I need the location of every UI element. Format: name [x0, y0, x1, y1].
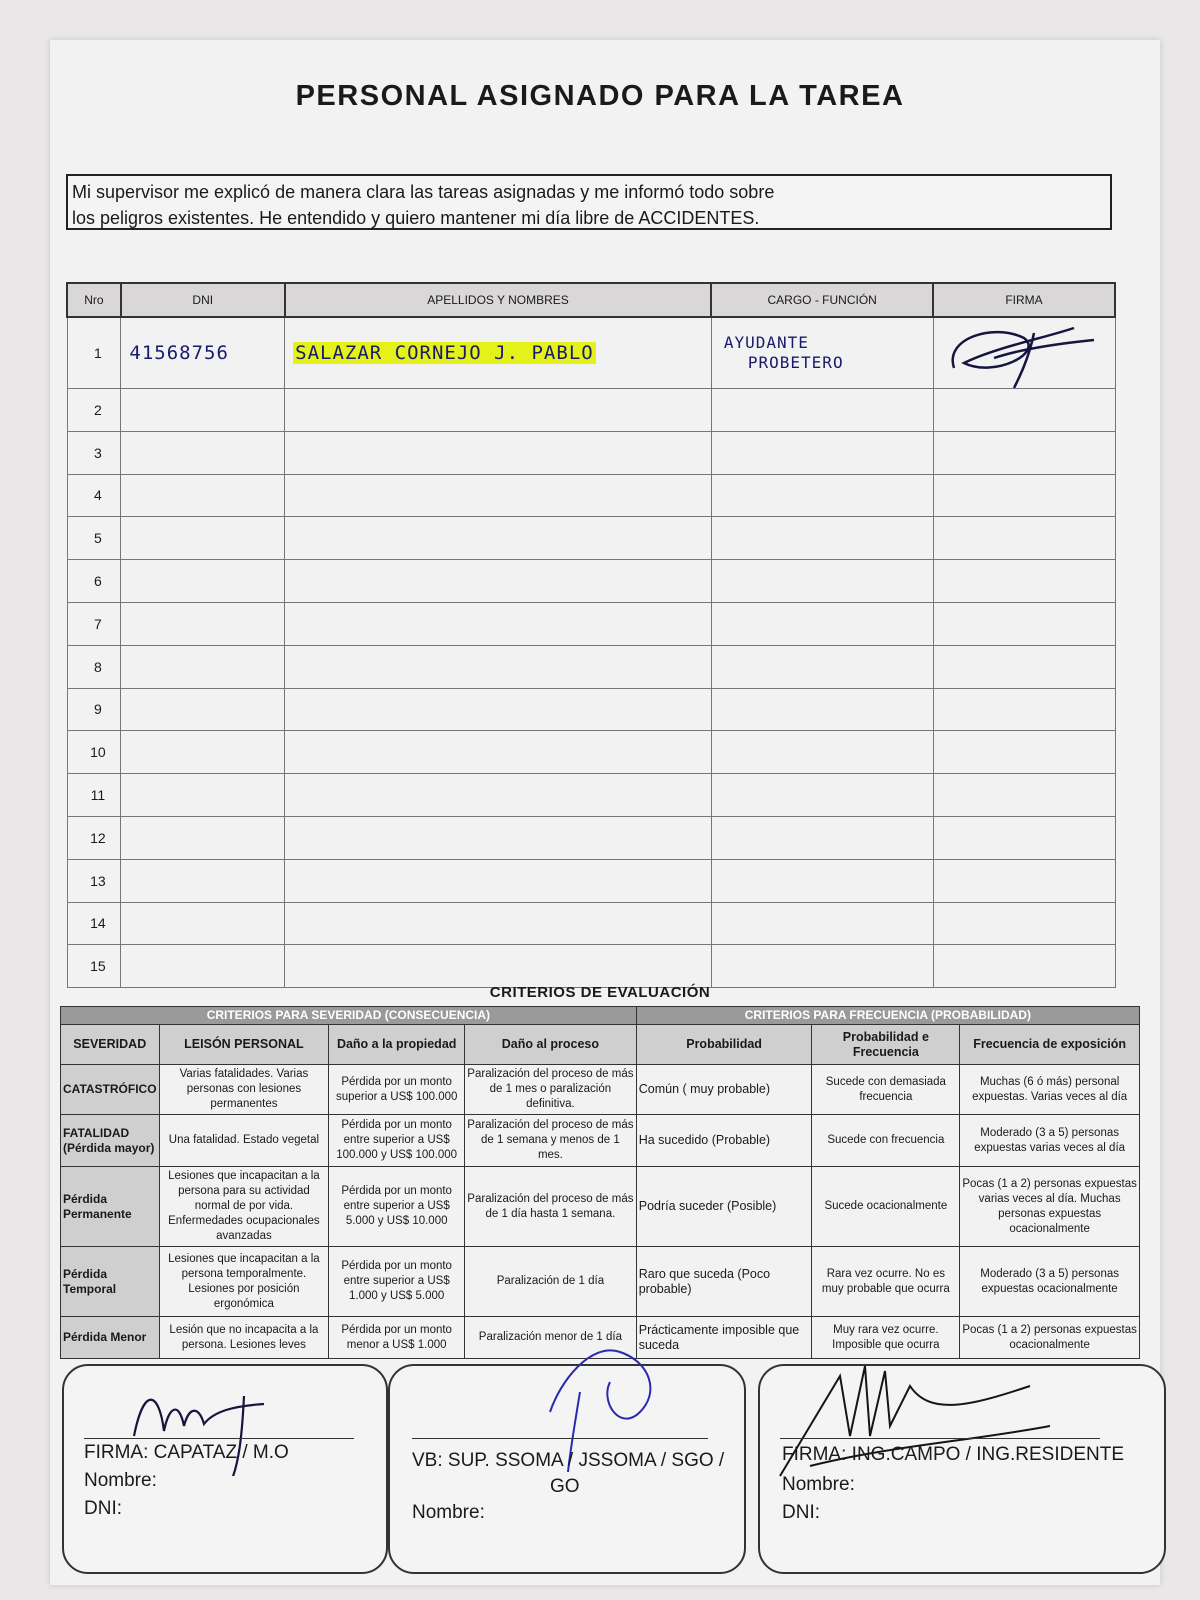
- row-number-text: 10: [90, 744, 106, 761]
- engineer-name-label: Nombre:: [782, 1474, 855, 1495]
- cargo-cell: [711, 688, 933, 731]
- firma-cell: [933, 688, 1115, 731]
- name-cell: [285, 902, 712, 945]
- severity-level: Pérdida Permanente: [61, 1167, 160, 1247]
- signature-line: [412, 1438, 708, 1439]
- firma-cell: [933, 774, 1115, 817]
- severity-level: FATALIDAD (Pérdida mayor): [61, 1115, 160, 1167]
- criteria-cell: Moderado (3 a 5) personas expuestas varias veces al día: [960, 1115, 1140, 1167]
- cargo-text: PROBETERO: [747, 353, 844, 372]
- dni-cell: [121, 645, 285, 688]
- criteria-cell: Pérdida por un monto menor a US$ 1.000: [329, 1317, 465, 1359]
- severity-level: Pérdida Menor: [61, 1317, 160, 1359]
- row-number: [67, 560, 121, 603]
- firma-cell: [933, 602, 1115, 645]
- header-cargo: CARGO - FUNCIÓN: [711, 283, 933, 317]
- criteria-row: [61, 1247, 1140, 1317]
- cargo-cell: [711, 602, 933, 645]
- cargo-cell: [711, 645, 933, 688]
- staff-row: [67, 902, 1115, 945]
- staff-row: [67, 317, 1115, 389]
- row-number: [67, 517, 121, 560]
- staff-table: [66, 282, 1116, 988]
- row-number: [67, 816, 121, 859]
- dni-cell: [121, 474, 285, 517]
- name-cell: [285, 688, 712, 731]
- ssoma-signature-box: [388, 1364, 746, 1574]
- criteria-cell: Una fatalidad. Estado vegetal: [159, 1115, 329, 1167]
- row-number: [67, 645, 121, 688]
- row-number-text: 11: [90, 787, 106, 804]
- name-cell: [285, 645, 712, 688]
- staff-row: [67, 389, 1115, 432]
- row-number-text: 13: [90, 872, 106, 889]
- row-number-text: 3: [94, 444, 102, 461]
- dni-cell: [121, 602, 285, 645]
- criteria-cell: Lesiones que incapacitan a la persona para su actividad normal de por vida. Enfermedades ocupacionales avanzadas: [159, 1167, 329, 1247]
- cargo-cell: [711, 731, 933, 774]
- criteria-cell: Paralización menor de 1 día: [465, 1317, 637, 1359]
- row-number-text: 15: [90, 958, 106, 975]
- foreman-title: FIRMA: CAPATAZ / M.O: [84, 1442, 289, 1463]
- row-number: [67, 731, 121, 774]
- criteria-cell: Paralización del proceso de más de 1 semana y menos de 1 mes.: [465, 1115, 637, 1167]
- dni-cell-text: 41568756: [129, 342, 229, 364]
- ssoma-title-line-2: GO: [550, 1476, 580, 1497]
- dni-cell: [121, 517, 285, 560]
- staff-row: [67, 602, 1115, 645]
- row-number-text: 12: [90, 829, 106, 846]
- cargo-cell: [711, 431, 933, 474]
- header-nro: Nro: [67, 283, 121, 317]
- firma-cell: [933, 389, 1115, 432]
- severity-level: CATASTRÓFICO: [61, 1065, 160, 1115]
- dni-cell: [121, 902, 285, 945]
- header-dni: DNI: [121, 283, 285, 317]
- engineer-dni-label: DNI:: [782, 1502, 820, 1523]
- criteria-header: Daño al proceso: [465, 1025, 637, 1065]
- row-number-text: 6: [94, 573, 102, 590]
- frequency-group-header: CRITERIOS PARA FRECUENCIA (PROBABILIDAD): [636, 1007, 1139, 1025]
- name-cell: [285, 431, 712, 474]
- dni-cell: [121, 774, 285, 817]
- criteria-header: Frecuencia de exposición: [960, 1025, 1140, 1065]
- criteria-cell: Paralización del proceso de más de 1 mes o paralización definitiva.: [465, 1065, 637, 1115]
- engineer-title: FIRMA: ING.CAMPO / ING.RESIDENTE: [782, 1444, 1125, 1465]
- name-cell: [285, 731, 712, 774]
- row-number-text: 14: [90, 915, 106, 932]
- name-cell: [285, 602, 712, 645]
- firma-cell: [933, 731, 1115, 774]
- criteria-cell: Pérdida por un monto superior a US$ 100.000: [329, 1065, 465, 1115]
- criteria-header: Probabilidad: [636, 1025, 812, 1065]
- cargo-cell: [711, 389, 933, 432]
- name-cell: [285, 389, 712, 432]
- row-number: [67, 774, 121, 817]
- name-cell: [285, 816, 712, 859]
- name-cell: [285, 317, 712, 389]
- row-number: [67, 902, 121, 945]
- criteria-row: [61, 1115, 1140, 1167]
- criteria-cell: Paralización del proceso de más de 1 día hasta 1 semana.: [465, 1167, 637, 1247]
- dni-cell: [121, 560, 285, 603]
- criteria-cell: Lesión que no incapacita a la persona. Lesiones leves: [159, 1317, 329, 1359]
- row-number-text: 4: [94, 487, 102, 504]
- criteria-cell: Pérdida por un monto entre superior a US$ 100.000 y US$ 100.000: [329, 1115, 465, 1167]
- criteria-cell: Rara vez ocurre. No es muy probable que ocurra: [812, 1247, 960, 1317]
- criteria-table: [60, 1006, 1140, 1359]
- criteria-header: LEISÓN PERSONAL: [159, 1025, 329, 1065]
- criteria-header: Probabilidad e Frecuencia: [812, 1025, 960, 1065]
- criteria-cell: Moderado (3 a 5) personas expuestas ocacionalmente: [960, 1247, 1140, 1317]
- staff-row: [67, 560, 1115, 603]
- dni-cell: [121, 731, 285, 774]
- severity-level: Pérdida Temporal: [61, 1247, 160, 1317]
- row-number: [67, 431, 121, 474]
- criteria-cell: Sucede con frecuencia: [812, 1115, 960, 1167]
- criteria-cell: Podría suceder (Posible): [636, 1167, 812, 1247]
- criteria-cell: Prácticamente imposible que suceda: [636, 1317, 812, 1359]
- criteria-cell: Sucede con demasiada frecuencia: [812, 1065, 960, 1115]
- name-cell: [285, 774, 712, 817]
- name-cell: [285, 517, 712, 560]
- row-number-text: 1: [94, 345, 102, 361]
- firma-cell: [933, 431, 1115, 474]
- row-number-text: 7: [94, 615, 102, 632]
- foreman-name-label: Nombre:: [84, 1470, 157, 1491]
- cargo-cell: [711, 517, 933, 560]
- firma-cell: [933, 902, 1115, 945]
- foreman-signature-box: [62, 1364, 388, 1574]
- signature-line: [84, 1438, 354, 1439]
- criteria-cell: Pérdida por un monto entre superior a US$ 5.000 y US$ 10.000: [329, 1167, 465, 1247]
- staff-row: [67, 816, 1115, 859]
- staff-row: [67, 645, 1115, 688]
- firma-cell: [933, 645, 1115, 688]
- firma-cell: [933, 560, 1115, 603]
- dni-cell: [121, 431, 285, 474]
- worker-signature: [934, 318, 1104, 388]
- form-title: PERSONAL ASIGNADO PARA LA TAREA: [295, 80, 905, 112]
- firma-cell: [933, 317, 1115, 389]
- criteria-cell: Pérdida por un monto entre superior a US$ 1.000 y US$ 5.000: [329, 1247, 465, 1317]
- staff-header-row: [67, 283, 1115, 317]
- cargo-cell: [711, 560, 933, 603]
- cargo-cell: [711, 902, 933, 945]
- notice-line-1: Mi supervisor me explicó de manera clara las tareas asignadas y me informó todo sobre: [72, 182, 775, 202]
- firma-cell: [933, 474, 1115, 517]
- firma-cell: [933, 816, 1115, 859]
- criteria-cell: Sucede ocacionalmente: [812, 1167, 960, 1247]
- cargo-cell: [711, 859, 933, 902]
- firma-cell: [933, 859, 1115, 902]
- dni-cell: [121, 688, 285, 731]
- firma-cell: [933, 517, 1115, 560]
- header-name: APELLIDOS Y NOMBRES: [285, 283, 712, 317]
- row-number-text: 8: [94, 658, 102, 675]
- cargo-cell: [711, 816, 933, 859]
- criteria-header-row: [61, 1025, 1140, 1065]
- ssoma-title-line-1: VB: SUP. SSOMA / JSSOMA / SGO /: [412, 1450, 725, 1471]
- criteria-title: CRITERIOS DE EVALUACIÓN: [489, 984, 711, 1001]
- criteria-cell: Lesiones que incapacitan a la persona temporalmente. Lesiones por posición ergonómica: [159, 1247, 329, 1317]
- criteria-row: [61, 1065, 1140, 1115]
- name-cell-text: SALAZAR CORNEJO J. PABLO: [295, 342, 594, 364]
- staff-row: [67, 731, 1115, 774]
- criteria-cell: Común ( muy probable): [636, 1065, 812, 1115]
- row-number-text: 2: [94, 401, 102, 418]
- row-number: [67, 602, 121, 645]
- row-number: [67, 859, 121, 902]
- name-cell: [285, 560, 712, 603]
- row-number-text: 9: [94, 701, 102, 718]
- safety-notice: [66, 174, 1112, 230]
- dni-cell: [121, 859, 285, 902]
- row-number-text: 5: [94, 530, 102, 547]
- cargo-cell: [711, 774, 933, 817]
- severity-group-header: CRITERIOS PARA SEVERIDAD (CONSECUENCIA): [61, 1007, 637, 1025]
- cargo-cell: [711, 474, 933, 517]
- criteria-cell: Raro que suceda (Poco probable): [636, 1247, 812, 1317]
- foreman-dni-label: DNI:: [84, 1498, 122, 1519]
- engineer-signature-box: [758, 1364, 1166, 1574]
- criteria-header: Daño a la propiedad: [329, 1025, 465, 1065]
- criteria-cell: Ha sucedido (Probable): [636, 1115, 812, 1167]
- staff-row: [67, 774, 1115, 817]
- criteria-cell: Pocas (1 a 2) personas expuestas ocacionalmente: [960, 1317, 1140, 1359]
- header-firma: FIRMA: [933, 283, 1115, 317]
- criteria-row: [61, 1167, 1140, 1247]
- ssoma-name-label: Nombre:: [412, 1502, 485, 1523]
- staff-row: [67, 688, 1115, 731]
- criteria-cell: Pocas (1 a 2) personas expuestas varias veces al día. Muchas personas expuestas ocacionalmente: [960, 1167, 1140, 1247]
- row-number: [67, 317, 121, 389]
- criteria-cell: Paralización de 1 día: [465, 1247, 637, 1317]
- row-number: [67, 474, 121, 517]
- cargo-cell: [711, 317, 933, 389]
- row-number: [67, 389, 121, 432]
- criteria-cell: Muchas (6 ó más) personal expuestas. Varias veces al día: [960, 1065, 1140, 1115]
- staff-row: [67, 859, 1115, 902]
- criteria-header: SEVERIDAD: [61, 1025, 160, 1065]
- notice-line-2: los peligros existentes. He entendido y quiero mantener mi día libre de ACCIDENTES.: [72, 208, 760, 228]
- dni-cell: [121, 317, 285, 389]
- name-cell: [285, 859, 712, 902]
- criteria-cell: Varias fatalidades. Varias personas con lesiones permanentes: [159, 1065, 329, 1115]
- criteria-cell: Muy rara vez ocurre. Imposible que ocurra: [812, 1317, 960, 1359]
- row-number: [67, 688, 121, 731]
- dni-cell: [121, 816, 285, 859]
- cargo-text: AYUDANTE: [723, 333, 809, 352]
- staff-row: [67, 431, 1115, 474]
- staff-row: [67, 517, 1115, 560]
- signature-line: [780, 1438, 1100, 1439]
- dni-cell: [121, 389, 285, 432]
- staff-row: [67, 474, 1115, 517]
- name-cell: [285, 474, 712, 517]
